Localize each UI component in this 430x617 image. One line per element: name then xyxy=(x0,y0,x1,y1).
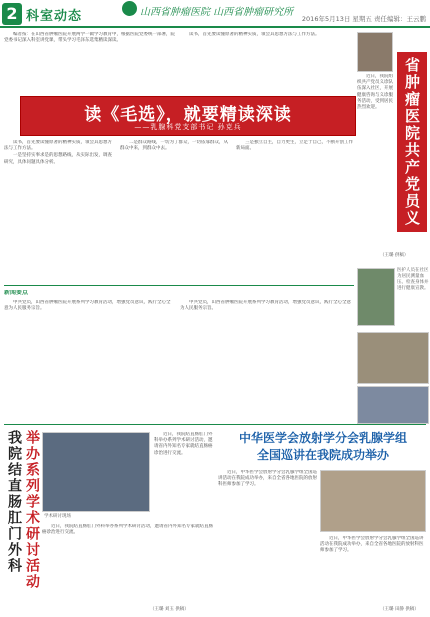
masthead: 山西省肿瘤医院 山西省肿瘤研究所 xyxy=(140,7,294,18)
section-divider xyxy=(4,285,354,286)
news-heading: 新闻要点 xyxy=(4,290,29,296)
page-header xyxy=(0,0,430,34)
feature-body-col1: 读书，首先要读懂原著的精神实质，领会其思想方法与工作方法。 一是坚持实事求是的思想路线，从实际出发，调查研究，具体问题具体分析。 xyxy=(4,140,112,165)
community-photo-4 xyxy=(357,386,429,424)
radiology-headline: 中华医学会放射学分会乳腺学组 全国巡讲在我院成功举办 xyxy=(238,431,407,462)
feature-body-col2: 二是群众路线，一切为了群众，一切依靠群众，从群众中来，到群众中去。 xyxy=(120,140,228,152)
community-photo-caption: 医护人员在社区为居民测量血压、检查身体并进行健康宣教。 xyxy=(397,268,429,291)
page-number-badge: 2 xyxy=(2,3,22,25)
editor-note-continued: 读书，首先要读懂原著的精神实质，领会其思想方法与工作方法。 xyxy=(189,32,320,37)
community-photo-1 xyxy=(357,32,393,72)
news-body-col2: 中共党员，山西省肿瘤医院开展系列学习教育活动，增强党员意识，践行全心全意为人民服务宗旨。 xyxy=(180,300,351,312)
editor-note: 编者按：在山西省肿瘤医院开展两学一做学习教育中，根据医院党委统一部署，院党委书记深入科室讲党课，带头学习毛泽东选集精读深读。 xyxy=(4,32,175,44)
issue-date: 2016年5月13日 星期五 责任编辑：王云鹏 xyxy=(301,15,426,23)
radiology-body-col1: 近日，中华医学会放射学分会乳腺学组全国巡讲活动在我院成功举办，来自全省各地医院的放射科医师参加了学习。 xyxy=(218,470,317,488)
section-title: 科室动态 xyxy=(26,9,83,24)
colorectal-headline-red: 举办系列学术研讨活动 xyxy=(24,430,40,590)
colorectal-headline-black: 我院结直肠肛门外科 xyxy=(6,430,22,574)
feature-title: 读《毛选》，就要精读深读 xyxy=(84,105,292,125)
community-photo-3 xyxy=(357,332,429,384)
colorectal-body-side: 近日，我院结直肠肛门外科举办系列学术研讨活动，邀请省内外知名专家就结直肠癌诊治进行交流。 xyxy=(154,432,213,456)
news-body-col1: 中共党员，山西省肿瘤医院开展系列学习教育活动，增强党员意识，践行全心全意为人民服务宗旨。 xyxy=(4,300,171,312)
radiology-body-col2: 近日，中华医学会放射学分会乳腺学组全国巡讲活动在我院成功举办，来自全省各地医院的放射科医师参加了学习。 xyxy=(320,536,424,554)
colorectal-body-main: 近日，我院结直肠肛门外科举办系列学术研讨活动，邀请省内外知名专家就结直肠癌诊治进行交流。 xyxy=(42,524,213,536)
feature-body-col3: 三是独立自主，自力更生，立足于自己，不断开创工作新局面。 xyxy=(236,140,353,152)
colorectal-photo xyxy=(42,432,150,512)
colorectal-photo-caption: 学术研讨现场 xyxy=(44,514,71,519)
community-clinic-body: 近日，我院组织共产党员义诊队伍深入社区，开展健康咨询与义诊服务活动，受到居民热烈欢迎。 xyxy=(357,74,393,111)
community-author: （王璐 供稿） xyxy=(380,253,409,258)
community-photo-2 xyxy=(357,268,395,326)
community-clinic-vertical-title: 省肿瘤医院共产党员义诊进社区 xyxy=(397,52,427,232)
colorectal-author: （王璐 刘玉 供稿） xyxy=(150,607,189,612)
feature-byline: ——乳腺科党支部书记 孙克兵 xyxy=(134,123,242,131)
radiology-author: （王璐 田静 供稿） xyxy=(380,607,419,612)
hospital-logo-icon xyxy=(122,1,137,16)
radiology-photo xyxy=(320,470,426,532)
header-rule xyxy=(0,26,430,28)
bottom-divider xyxy=(4,424,426,425)
feature-title-banner xyxy=(20,96,356,136)
